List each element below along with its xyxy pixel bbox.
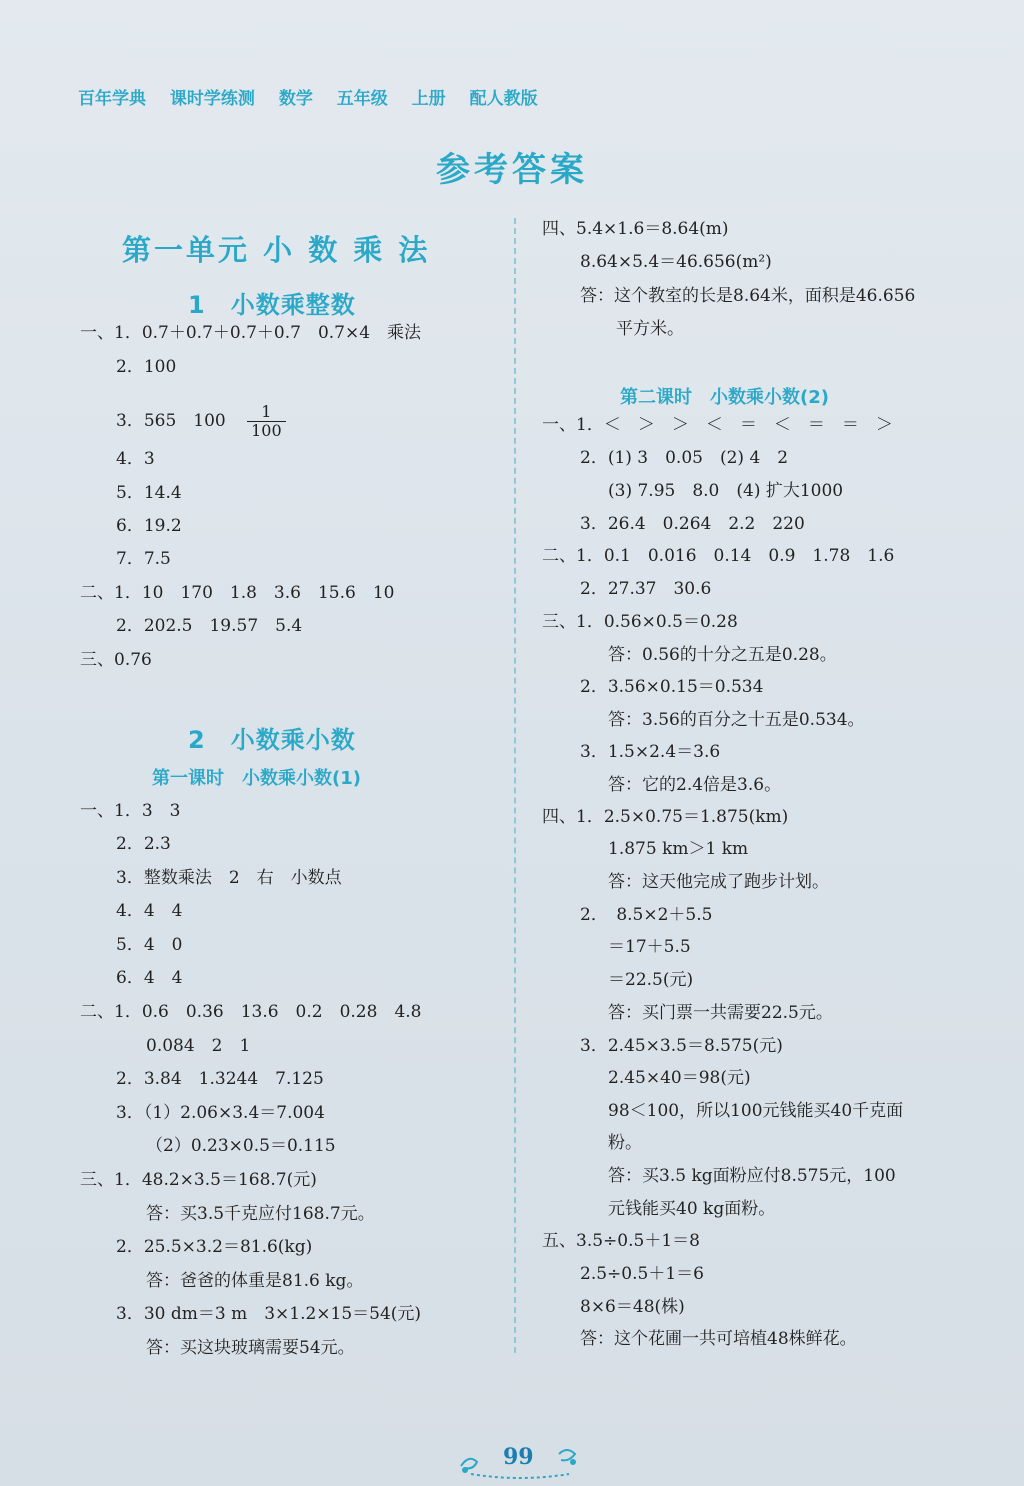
answer-line: 三、1．48.2×3.5＝168.7(元) [80,1170,317,1190]
header-item: 课时学练测 [169,89,255,109]
answer-line: 元钱能买40 kg面粉。 [608,1199,776,1219]
fraction [247,403,286,440]
answer-line: 2．3.56×0.15＝0.534 [580,677,764,697]
answer-line: 6．4 4 [116,968,183,988]
answer-line: 7．7.5 [116,549,171,569]
answer-line: 四、5.4×1.6＝8.64(m) [542,219,729,239]
answer-line: 粉。 [608,1133,642,1153]
answer-line: ＝17＋5.5 [608,937,691,957]
answer-line: 答：它的2.4倍是3.6。 [608,775,782,795]
lesson-title: 2 小数乘小数 [188,726,356,754]
column-divider [514,218,516,1353]
answer-line: 三、1．0.56×0.5＝0.28 [542,612,738,632]
lesson-title: 1 小数乘整数 [188,291,356,319]
answer-line: （2）0.23×0.5＝0.115 [146,1136,336,1156]
answer-line: 2.45×40＝98(元) [608,1068,751,1088]
answer-line: 6．19.2 [116,516,182,536]
answer-line: 平方米。 [616,319,684,339]
answer-line: 8×6＝48(株) [580,1297,685,1317]
answer-line: 2．27.37 30.6 [580,579,712,599]
fraction-denominator: 100 [251,421,282,440]
answer-line: 一、1．0.7＋0.7＋0.7＋0.7 0.7×4 乘法 [80,323,422,343]
page-number: 99 [503,1444,534,1470]
subsection-title: 第二课时 小数乘小数(2) [620,387,829,408]
answer-line: 一、1．3 3 [80,801,181,821]
answer-line: 三、0.76 [80,650,152,670]
answer-line: 答：买这块玻璃需要54元。 [146,1338,355,1358]
answer-line: 答：这个花圃一共可培植48株鲜花。 [580,1329,857,1349]
answer-line: 2．100 [116,357,177,377]
page-title: 参考答案 [436,150,588,190]
answer-line: 二、1．0.1 0.016 0.14 0.9 1.78 1.6 [542,546,895,566]
answer-line: 答：这个教室的长是8.64米，面积是46.656 [580,286,916,306]
header-item: 上册 [411,89,446,109]
answer-line: 答：这天他完成了跑步计划。 [608,872,829,892]
answer-line: 4．3 [116,449,155,469]
answer-line: 答：买3.5千克应付168.7元。 [146,1204,375,1224]
answer-line: 一、1．＜ ＞ ＞ ＜ ＝ ＜ ＝ ＝ ＞ [542,415,893,435]
unit-title: 第一单元 小 数 乘 法 [122,233,431,267]
answer-line: 2．3.84 1.3244 7.125 [116,1069,324,1089]
answer-line: 二、1．10 170 1.8 3.6 15.6 10 [80,583,395,603]
answer-line: 2．2.3 [116,834,171,854]
answer-line: 1.875 km＞1 km [608,839,749,859]
answer-line [116,403,286,440]
answer-line: 3．26.4 0.264 2.2 220 [580,514,805,534]
subsection-title: 第一课时 小数乘小数(1) [152,768,361,789]
answer-line: 5．14.4 [116,483,182,503]
header-item: 数学 [278,89,313,109]
answer-line: 答：买3.5 kg面粉应付8.575元，100 [608,1166,896,1186]
answer-line: 答：3.56的百分之十五是0.534。 [608,710,865,730]
answer-line: 答：爸爸的体重是81.6 kg。 [146,1271,364,1291]
answer-line: 五、3.5÷0.5＋1＝8 [542,1231,700,1251]
answer-line: ＝22.5(元) [608,970,694,990]
answer-line: 3．1.5×2.4＝3.6 [580,742,721,762]
answer-line: 2．202.5 19.57 5.4 [116,616,303,636]
fraction-numerator: 1 [247,403,286,422]
header-item: 五年级 [336,89,388,109]
header-item: 百年学典 [78,89,146,109]
page-number-badge [455,1440,585,1480]
answer-line: (3) 7.95 8.0 (4) 扩大1000 [608,481,844,501]
answer-line: 98＜100，所以100元钱能买40千克面 [608,1101,904,1121]
answer-line: 二、1．0.6 0.36 13.6 0.2 0.28 4.8 [80,1002,422,1022]
answer-line: 2．(1) 3 0.05 (2) 4 2 [580,448,789,468]
answer-line: 4．4 4 [116,901,183,921]
answer-line: 答：0.56的十分之五是0.28。 [608,645,837,665]
answer-line: 3．2.45×3.5＝8.575(元) [580,1036,783,1056]
answer-line: 3．（1）2.06×3.4＝7.004 [116,1103,325,1123]
header-item: 配人教版 [469,89,538,109]
answer-line: 8.64×5.4＝46.656(m²) [580,252,772,272]
running-header [78,84,556,109]
answer-line: 3．整数乘法 2 右 小数点 [116,868,342,888]
answer-line: 2．25.5×3.2＝81.6(kg) [116,1237,313,1257]
answer-line: 3．30 dm＝3 m 3×1.2×15＝54(元) [116,1304,422,1324]
answer-line: 2． 8.5×2＋5.5 [580,905,713,925]
answer-line: 四、1．2.5×0.75＝1.875(km) [542,807,789,827]
answer-text: 3．565 100 [116,411,226,431]
answer-line: 5．4 0 [116,935,183,955]
answer-line: 答：买门票一共需要22.5元。 [608,1003,833,1023]
answer-line: 0.084 2 1 [146,1036,251,1056]
answer-line: 2.5÷0.5＋1＝6 [580,1264,704,1284]
